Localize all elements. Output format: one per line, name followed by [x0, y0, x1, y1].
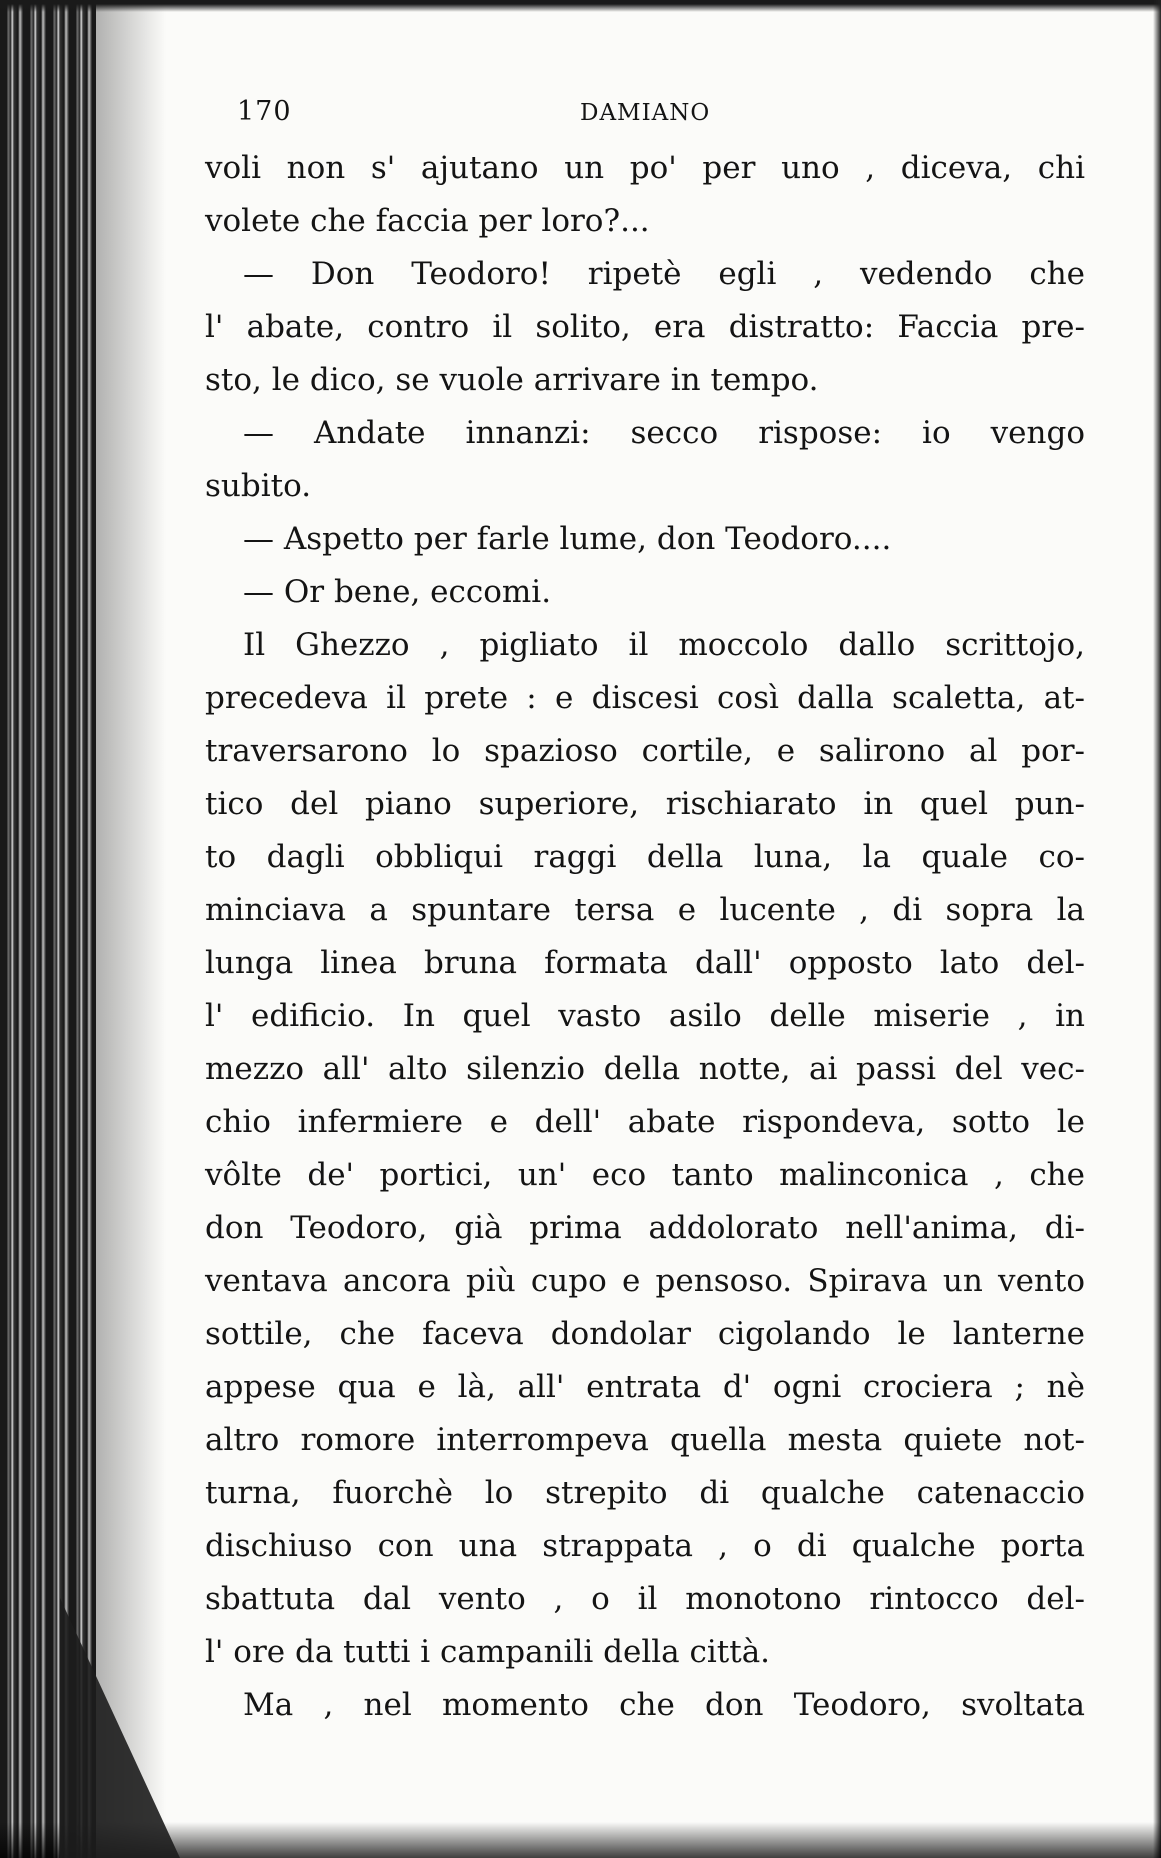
- text-line: dischiuso con una strappata , o di qualche porta: [205, 1528, 1085, 1564]
- page-corner-fold: [60, 1598, 180, 1858]
- text-line: voli non s' ajutano un po' per uno , diceva, chi: [205, 150, 1085, 186]
- text-line: l' edificio. In quel vasto asilo delle miserie , in: [205, 998, 1085, 1034]
- text-line: minciava a spuntare tersa e lucente , di sopra la: [205, 892, 1085, 928]
- book-binding-shadow: [0, 0, 96, 1858]
- right-scan-edge: [1153, 0, 1161, 1858]
- text-line: mezzo all' alto silenzio della notte, ai passi del vec-: [205, 1051, 1085, 1087]
- text-line: ventava ancora più cupo e pensoso. Spirava un vento: [205, 1263, 1085, 1299]
- text-line: precedeva il prete : e discesi così dalla scaletta, at-: [205, 680, 1085, 716]
- text-line: don Teodoro, già prima addolorato nell'anima, di-: [205, 1210, 1085, 1246]
- text-line: — Don Teodoro! ripetè egli , vedendo che: [243, 256, 1085, 292]
- text-line: altro romore interrompeva quella mesta quiete not-: [205, 1422, 1085, 1458]
- text-line: turna, fuorchè lo strepito di qualche catenaccio: [205, 1475, 1085, 1511]
- text-line: — Or bene, eccomi.: [243, 574, 552, 610]
- page-header: [205, 96, 1085, 136]
- body-text: [205, 142, 1085, 1732]
- text-line: — Aspetto per farle lume, don Teodoro....: [243, 521, 892, 557]
- text-line: l' abate, contro il solito, era distratto: Faccia pre-: [205, 309, 1085, 345]
- text-line: vôlte de' portici, un' eco tanto malinconica , che: [205, 1157, 1085, 1193]
- running-title: DAMIANO: [580, 100, 711, 126]
- text-line: lunga linea bruna formata dall' opposto lato del-: [205, 945, 1085, 981]
- text-line: sottile, che faceva dondolar cigolando le lanterne: [205, 1316, 1085, 1352]
- top-scan-edge: [0, 0, 1161, 12]
- text-line: Il Ghezzo , pigliato il moccolo dallo scrittojo,: [243, 627, 1085, 663]
- text-line: appese qua e là, all' entrata d' ogni crociera ; nè: [205, 1369, 1085, 1405]
- text-line: subito.: [205, 468, 312, 504]
- text-line: tico del piano superiore, rischiarato in quel pun-: [205, 786, 1085, 822]
- text-line: sto, le dico, se vuole arrivare in tempo.: [205, 362, 819, 398]
- text-line: Ma , nel momento che don Teodoro, svoltata: [243, 1687, 1085, 1723]
- text-line: to dagli obbliqui raggi della luna, la quale co-: [205, 839, 1085, 875]
- text-line: volete che faccia per loro?...: [205, 203, 650, 239]
- text-line: l' ore da tutti i campanili della città.: [205, 1634, 771, 1670]
- text-line: chio infermiere e dell' abate rispondeva, sotto le: [205, 1104, 1085, 1140]
- text-line: — Andate innanzi: secco rispose: io vengo: [243, 415, 1085, 451]
- text-line: sbattuta dal vento , o il monotono rintocco del-: [205, 1581, 1085, 1617]
- text-line: traversarono lo spazioso cortile, e salirono al por-: [205, 733, 1085, 769]
- page-number: 170: [237, 96, 292, 127]
- gutter-shading: [96, 0, 166, 1858]
